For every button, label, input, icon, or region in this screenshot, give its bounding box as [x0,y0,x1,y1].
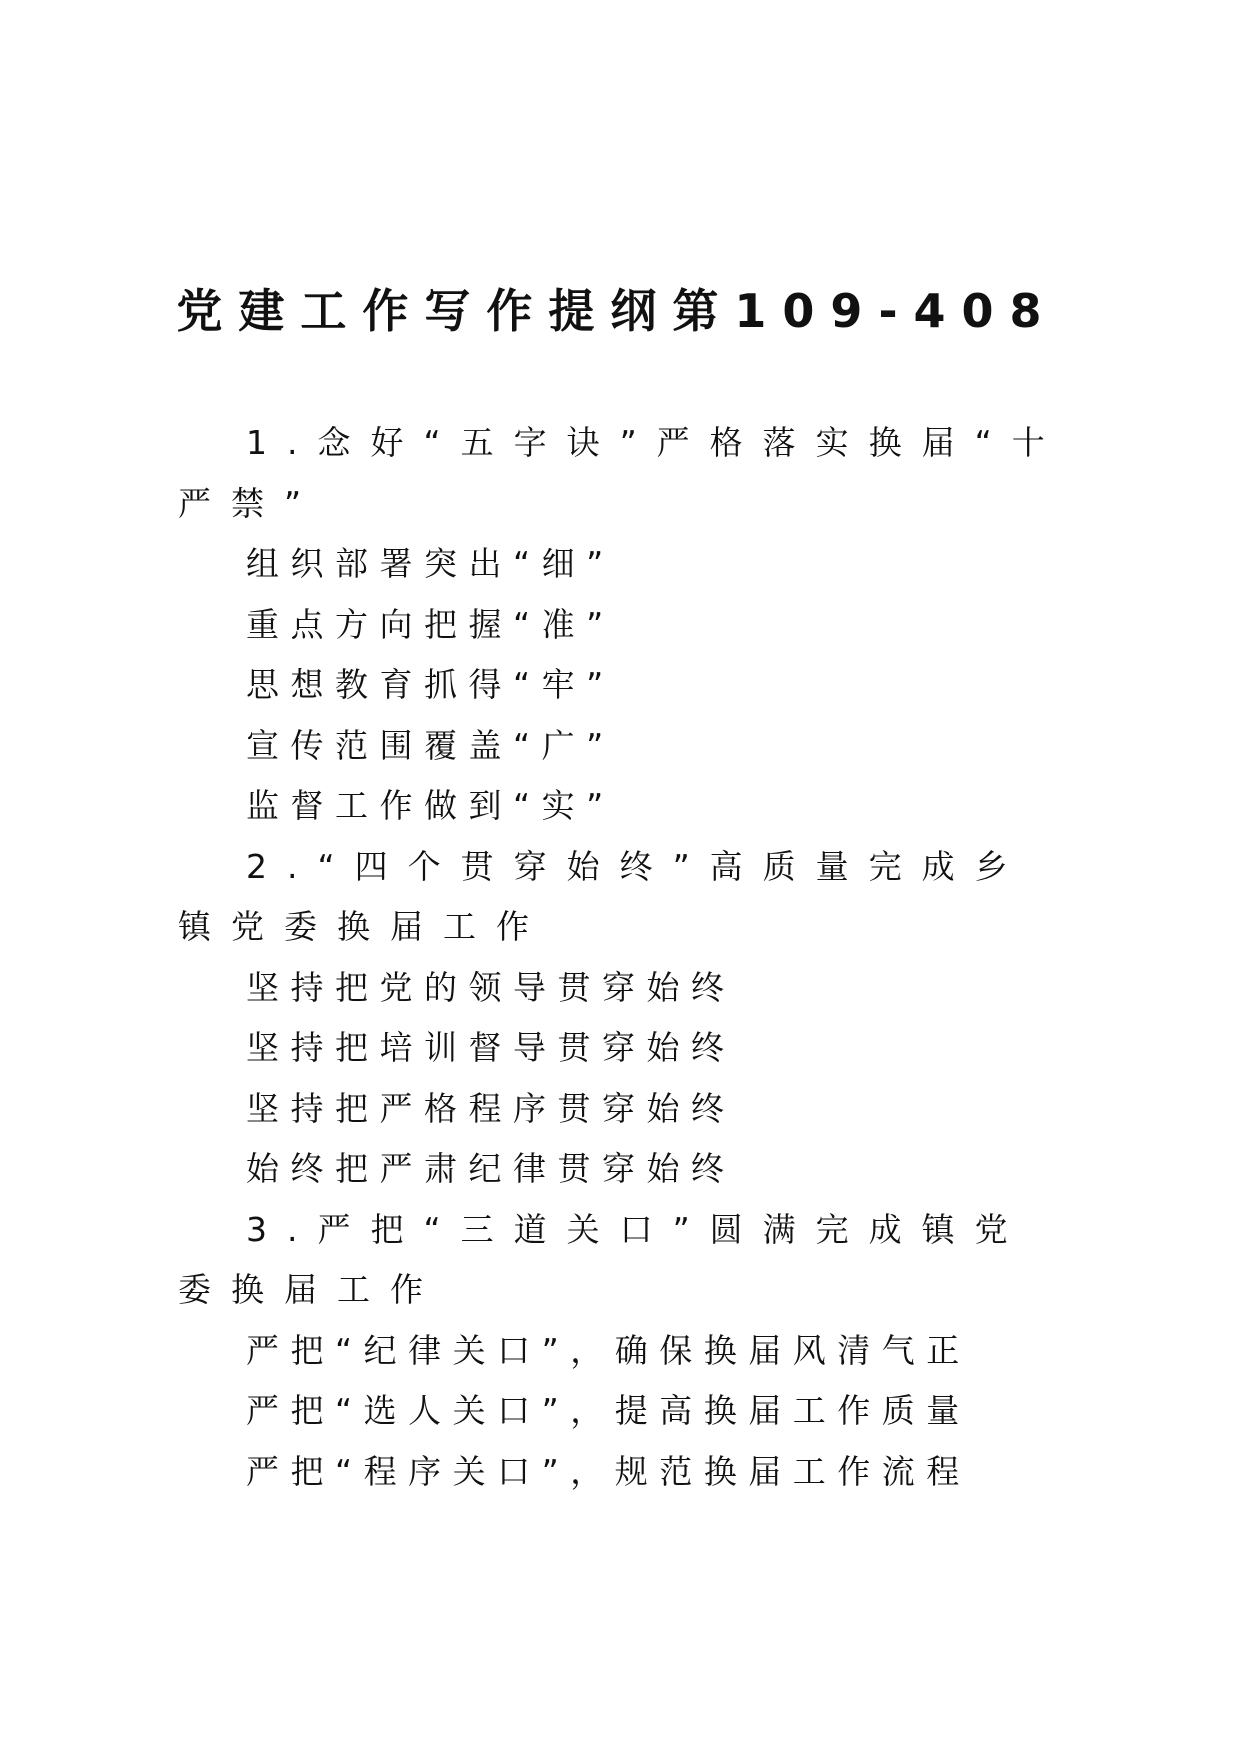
list-item: 思想教育抓得“牢” [246,665,615,704]
list-item: 监督工作做到“实” [246,786,615,825]
section-heading: 3.严把“三道关口”圆满完成镇党委换届工作 [178,1209,1028,1309]
list-item: 严把“程序关口”，规范换届工作流程 [246,1451,971,1491]
list-item: 坚持把严格程序贯穿始终 [246,1088,736,1128]
list-item: 坚持把党的领导贯穿始终 [246,967,736,1007]
list-item: 严把“纪律关口”，确保换届风清气正 [246,1330,971,1370]
list-item: 重点方向把握“准” [246,604,615,644]
list-item: 坚持把培训督导贯穿始终 [246,1028,736,1067]
list-item: 严把“选人关口”，提高换届工作质量 [246,1391,971,1430]
list-item: 始终把严肃纪律贯穿始终 [246,1149,736,1188]
list-item: 宣传范围覆盖“广” [246,725,615,765]
document-body [178,413,1066,1502]
section-heading: 1.念好“五字诀”严格落实换届“十严禁” [178,423,1065,523]
document-title: 党建工作写作提纲第109-408 [176,284,1058,338]
list-item: 组织部署突出“细” [246,544,615,583]
section-heading: 2.“四个贯穿始终”高质量完成乡镇党委换届工作 [178,846,1028,946]
